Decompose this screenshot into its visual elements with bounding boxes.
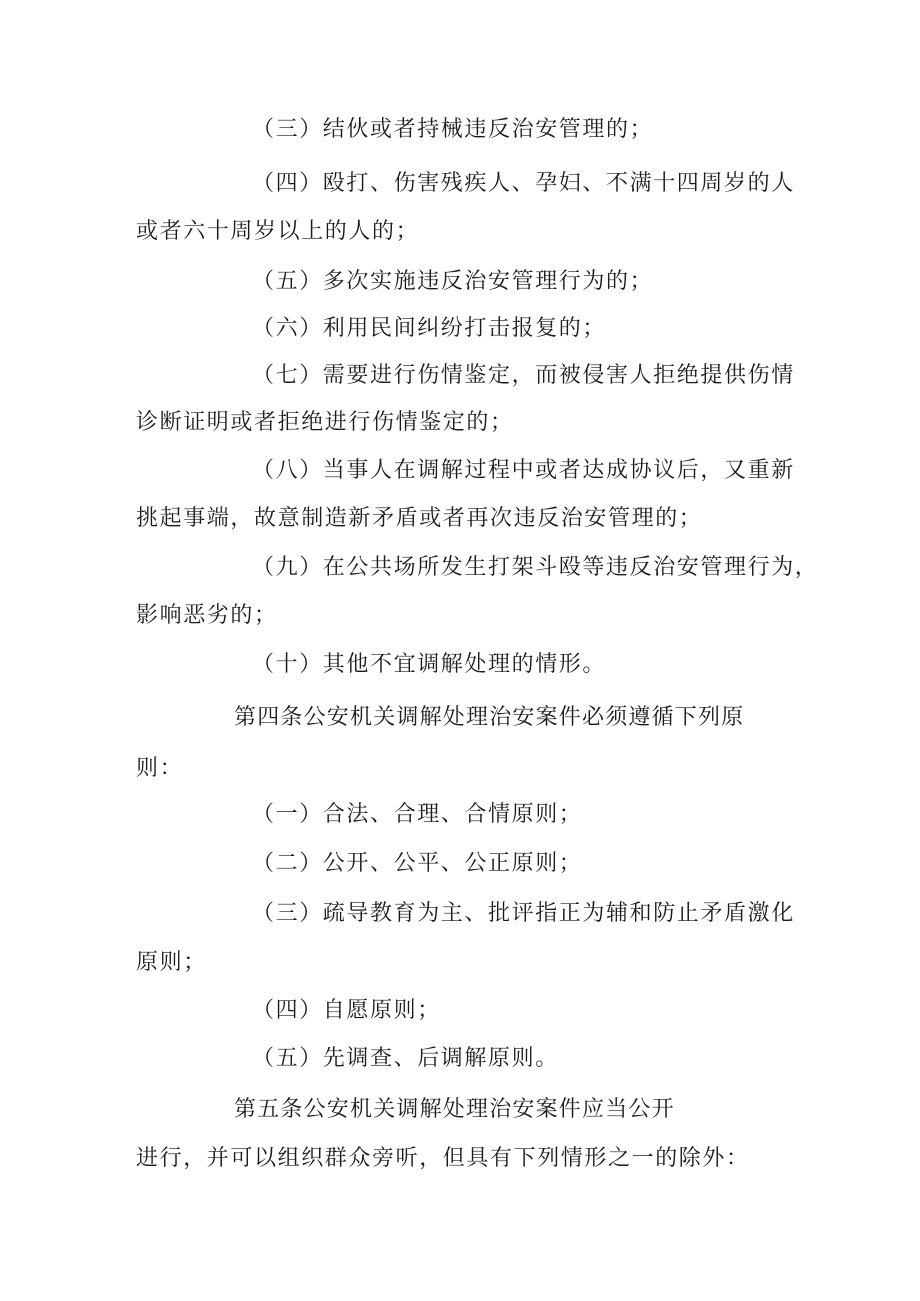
text-line-item-4: （四）殴打、伤害残疾人、孕妇、不满十四周岁的人 bbox=[252, 171, 795, 196]
principle-item-2: （二）公开、公平、公正原则； bbox=[252, 851, 583, 876]
article-4-heading: 第四条公安机关调解处理治安案件必须遵循下列原 bbox=[234, 705, 745, 730]
article-5-heading-cont: 进行，并可以组织群众旁听，但具有下列情形之一的除外： bbox=[136, 1146, 750, 1171]
principle-item-5: （五）先调查、后调解原则。 bbox=[252, 1046, 559, 1071]
text-line-item-7-cont: 诊断证明或者拒绝进行伤情鉴定的； bbox=[136, 410, 514, 435]
text-line-item-9: （九）在公共场所发生打架斗殴等违反治安管理行为， bbox=[252, 555, 819, 580]
text-line-item-9-cont: 影响恶劣的； bbox=[136, 603, 278, 628]
text-line-item-6: （六）利用民间纠纷打击报复的； bbox=[252, 316, 607, 341]
text-line-item-8: （八）当事人在调解过程中或者达成协议后，又重新 bbox=[252, 458, 795, 483]
text-line-item-5: （五）多次实施违反治安管理行为的； bbox=[252, 269, 654, 294]
text-line-item-4-cont: 或者六十周岁以上的人的； bbox=[136, 219, 420, 244]
text-line-item-8-cont: 挑起事端，故意制造新矛盾或者再次违反治安管理的； bbox=[136, 506, 703, 531]
principle-item-1: （一）合法、合理、合情原则； bbox=[252, 802, 583, 827]
text-line-item-3: （三）结伙或者持械违反治安管理的； bbox=[252, 117, 654, 142]
principle-item-4: （四）自愿原则； bbox=[252, 998, 441, 1023]
article-5-heading: 第五条公安机关调解处理治安案件应当公开 bbox=[234, 1097, 675, 1122]
text-line-item-10: （十）其他不宜调解处理的情形。 bbox=[252, 652, 607, 677]
principle-item-3-cont: 原则； bbox=[136, 950, 207, 975]
principle-item-3: （三）疏导教育为主、批评指正为辅和防止矛盾激化 bbox=[252, 901, 795, 926]
text-line-item-7: （七）需要进行伤情鉴定，而被侵害人拒绝提供伤情 bbox=[252, 363, 795, 388]
article-4-heading-cont: 则： bbox=[136, 756, 184, 781]
